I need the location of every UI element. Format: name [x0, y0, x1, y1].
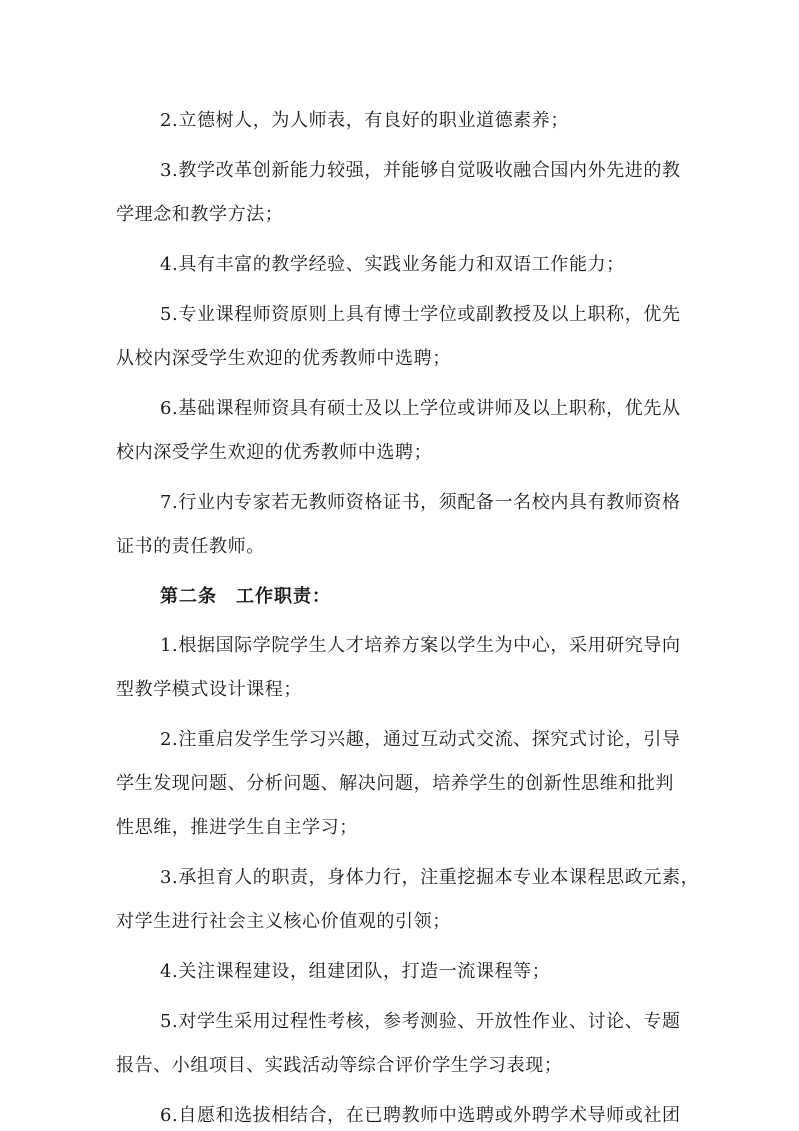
text-line: 4.具有丰富的教学经验、实践业务能力和双语工作能力； [160, 254, 625, 275]
text-line: 7.行业内专家若无教师资格证书，须配备一名校内具有教师资格 [160, 492, 681, 513]
text-line: 6.自愿和选拔相结合，在已聘教师中选聘或外聘学术导师或社团 [160, 1105, 681, 1126]
text-line: 性思维，推进学生自主学习； [116, 817, 358, 838]
text-line: 校内深受学生欢迎的优秀教师中选聘； [116, 442, 433, 463]
text-line: 4.关注课程建设，组建团队，打造一流课程等； [160, 961, 551, 982]
text-line: 3.教学改革创新能力较强，并能够自觉吸收融合国内外先进的教 [160, 160, 681, 181]
text-line: 1.根据国际学院学生人才培养方案以学生为中心，采用研究导向 [160, 635, 681, 656]
text-line: 报告、小组项目、实践活动等综合评价学生学习表现； [116, 1055, 563, 1076]
text-line: 对学生进行社会主义核心价值观的引领； [116, 911, 451, 932]
text-line: 学生发现问题、分析问题、解决问题，培养学生的创新性思维和批判 [116, 773, 674, 794]
text-line: 2.注重启发学生学习兴趣，通过互动式交流、探究式讨论，引导 [160, 729, 681, 750]
text-line: 型教学模式设计课程； [116, 679, 302, 700]
text-line: 6.基础课程师资具有硕士及以上学位或讲师及以上职称，优先从 [160, 398, 681, 419]
text-line: 证书的责任教师。 [116, 536, 265, 557]
text-line: 5.专业课程师资原则上具有博士学位或副教授及以上职称，优先 [160, 304, 681, 325]
text-line: 从校内深受学生欢迎的优秀教师中选聘； [116, 348, 451, 369]
text-line: 3.承担育人的职责，身体力行，注重挖掘本专业本课程思政元素， [160, 867, 700, 888]
text-line: 2.立德树人，为人师表，有良好的职业道德素养； [160, 110, 569, 131]
text-line: 学理念和教学方法； [116, 204, 284, 225]
text-line: 5.对学生采用过程性考核，参考测验、开放性作业、讨论、专题 [160, 1011, 681, 1032]
article-heading: 第二条 工作职责： [160, 586, 331, 607]
